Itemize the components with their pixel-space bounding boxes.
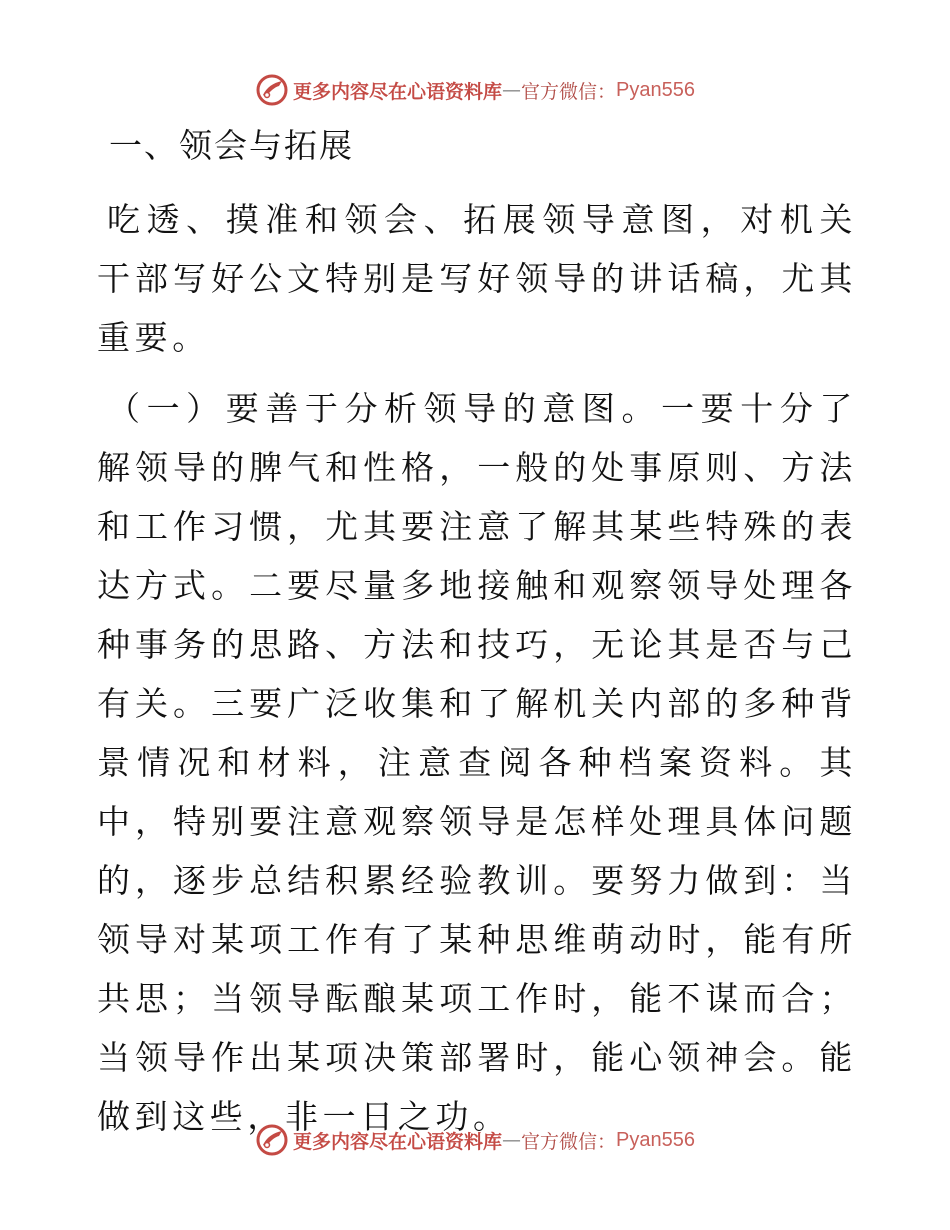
- watermark-official-label: 官方微信：: [521, 1130, 617, 1153]
- watermark-handle: Pyan556: [616, 1128, 695, 1151]
- paragraph-main: （一）要善于分析领导的意图。一要十分了解领导的脾气和性格，一般的处事原则、方法和工作习惯，尤其要注意了解其某些特殊的表达方式。二要尽量多地接触和观察领导处理各种事务的思路、方法和技巧，无论其是否与己有关。三要广泛收集和了解机关内部的多种背景情况和材料，注意查阅各种档案资料。其中，特别要注意观察领导是怎样处理具体问题的，逐步总结积累经验教训。要努力做到：当领导对某项工作有了某种思维萌动时，能有所共思；当领导酝酿某项工作时，能不谋而合；当领导作出某项决策部署时，能心领神会。能做到这些，非一日之功。: [97, 389, 857, 1136]
- footer-watermark: [0, 1122, 950, 1158]
- paragraph-intro: 吃透、摸准和领会、拓展领导意图，对机关干部写好公文特别是写好领导的讲话稿，尤其重要。: [97, 200, 857, 357]
- pen-logo-icon: [255, 73, 289, 107]
- section-heading: 一、领会与拓展: [109, 126, 354, 165]
- pen-logo-icon: [255, 1123, 289, 1157]
- watermark-separator: —: [502, 1129, 522, 1151]
- document-body: [97, 120, 857, 1158]
- watermark-text: 更多内容尽在心语资料库: [293, 1130, 503, 1153]
- watermark-handle: Pyan556: [616, 78, 695, 101]
- watermark-official-label: 官方微信：: [521, 80, 617, 103]
- watermark-text: 更多内容尽在心语资料库: [293, 80, 503, 103]
- watermark-separator: —: [502, 79, 522, 101]
- header-watermark: [0, 72, 950, 108]
